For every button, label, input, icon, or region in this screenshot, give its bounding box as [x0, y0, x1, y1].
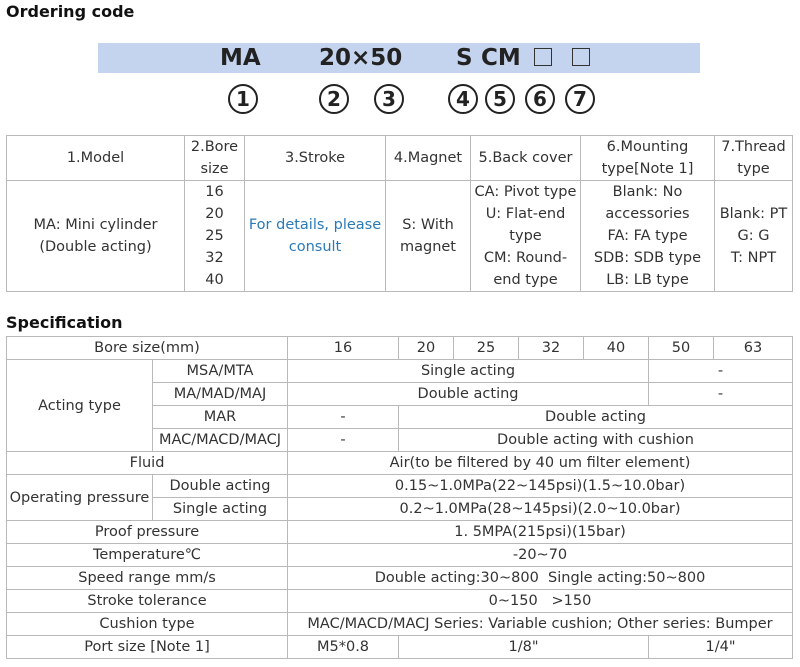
op-double-value: 0.15~1.0MPa(22~145psi)(1.5~10.0bar): [288, 475, 793, 498]
spec-value-fluid: Air(to be filtered by 40 um filter element): [288, 452, 793, 475]
acting-value: Double acting with cushion: [399, 429, 793, 452]
back-cover-item: CA: Pivot type: [474, 184, 577, 200]
acting-value: -: [649, 383, 793, 406]
acting-value: Double acting: [399, 406, 793, 429]
header-bore-size: 2.Bore size: [185, 136, 245, 181]
cell-back-cover: [471, 181, 581, 292]
code-thread-box: [572, 48, 590, 66]
port-value: 1/4": [649, 636, 793, 659]
spec-label-bore-size: Bore size(mm): [7, 337, 288, 360]
code-number-4: 4: [448, 84, 478, 114]
acting-value: Double acting: [288, 383, 649, 406]
acting-series: MA/MAD/MAJ: [153, 383, 288, 406]
cell-mounting: [581, 181, 715, 292]
spec-label-operating-pressure: Operating pressure: [7, 475, 153, 521]
header-stroke: 3.Stroke: [245, 136, 386, 181]
bore-size-item: 20: [205, 206, 224, 222]
header-model: 1.Model: [7, 136, 185, 181]
spec-label-speed-range: Speed range mm/s: [7, 567, 288, 590]
spec-label-fluid: Fluid: [7, 452, 288, 475]
header-back-cover: 5.Back cover: [471, 136, 581, 181]
acting-value: -: [649, 360, 793, 383]
acting-value: -: [288, 429, 399, 452]
code-model: MA: [220, 45, 261, 71]
bore-col: 20: [399, 337, 454, 360]
bore-size-item: 16: [205, 184, 224, 200]
code-mounting-box: [534, 48, 552, 66]
bore-col: 50: [649, 337, 714, 360]
bore-col: 40: [584, 337, 649, 360]
code-back-cover: CM: [481, 45, 521, 71]
thread-item: T: NPT: [730, 250, 777, 266]
acting-series: MSA/MTA: [153, 360, 288, 383]
thread-item: Blank: PT: [719, 206, 788, 222]
cell-stroke: For details, please consult: [245, 181, 386, 292]
code-bore-stroke: 20×50: [319, 45, 403, 71]
spec-label-stroke-tolerance: Stroke tolerance: [7, 590, 288, 613]
mounting-item: Blank: No accessories: [605, 184, 690, 222]
acting-series: MAC/MACD/MACJ: [153, 429, 288, 452]
thread-item: G: G: [737, 228, 770, 244]
op-double-label: Double acting: [153, 475, 288, 498]
code-number-7: 7: [565, 84, 595, 114]
spec-label-proof-pressure: Proof pressure: [7, 521, 288, 544]
mounting-item: FA: FA type: [607, 228, 688, 244]
acting-value: Single acting: [288, 360, 649, 383]
code-number-3: 3: [374, 84, 404, 114]
code-number-2: 2: [319, 84, 349, 114]
bore-size-item: 32: [205, 250, 224, 266]
bore-col: 63: [714, 337, 793, 360]
cell-model: [7, 181, 185, 292]
mounting-item: LB: LB type: [606, 272, 689, 288]
port-value: M5*0.8: [288, 636, 399, 659]
spec-value-stroke-tolerance: 0~150 >150: [288, 590, 793, 613]
acting-series: MAR: [153, 406, 288, 429]
back-cover-item: CM: Round-end type: [483, 250, 568, 288]
code-magnet: S: [456, 45, 473, 71]
spec-value-cushion-type: MAC/MACD/MACJ Series: Variable cushion; Other series: Bumper: [288, 613, 793, 636]
spec-label-acting-type: Acting type: [7, 360, 153, 452]
spec-label-cushion-type: Cushion type: [7, 613, 288, 636]
acting-value: -: [288, 406, 399, 429]
spec-label-temperature: Temperature℃: [7, 544, 288, 567]
ordering-code-title: Ordering code: [6, 2, 135, 21]
bore-col: 32: [519, 337, 584, 360]
spec-value-proof-pressure: 1. 5MPA(215psi)(15bar): [288, 521, 793, 544]
spec-value-temperature: -20~70: [288, 544, 793, 567]
cell-bore-sizes: [185, 181, 245, 292]
specification-table: [6, 336, 793, 659]
spec-value-speed-range: Double acting:30~800 Single acting:50~800: [288, 567, 793, 590]
code-number-5: 5: [485, 84, 515, 114]
bore-size-item: 40: [205, 272, 224, 288]
port-value: 1/8": [399, 636, 649, 659]
op-single-label: Single acting: [153, 498, 288, 521]
header-magnet: 4.Magnet: [386, 136, 471, 181]
header-thread-type: 7.Thread type: [715, 136, 793, 181]
bore-col: 16: [288, 337, 399, 360]
op-single-value: 0.2~1.0MPa(28~145psi)(2.0~10.0bar): [288, 498, 793, 521]
bore-col: 25: [454, 337, 519, 360]
cell-thread: [715, 181, 793, 292]
specification-title: Specification: [6, 313, 123, 332]
ordering-code-table: [6, 135, 793, 292]
back-cover-item: U: Flat-end type: [485, 206, 566, 244]
code-number-6: 6: [525, 84, 555, 114]
bore-size-item: 25: [205, 228, 224, 244]
mounting-item: SDB: SDB type: [593, 250, 702, 266]
code-number-1: 1: [228, 84, 258, 114]
model-line: MA: Mini cylinder: [33, 217, 158, 233]
spec-label-port-size: Port size [Note 1]: [7, 636, 288, 659]
cell-magnet: S: With magnet: [386, 181, 471, 292]
model-line: (Double acting): [39, 239, 152, 255]
header-mounting-type: 6.Mounting type[Note 1]: [581, 136, 715, 181]
